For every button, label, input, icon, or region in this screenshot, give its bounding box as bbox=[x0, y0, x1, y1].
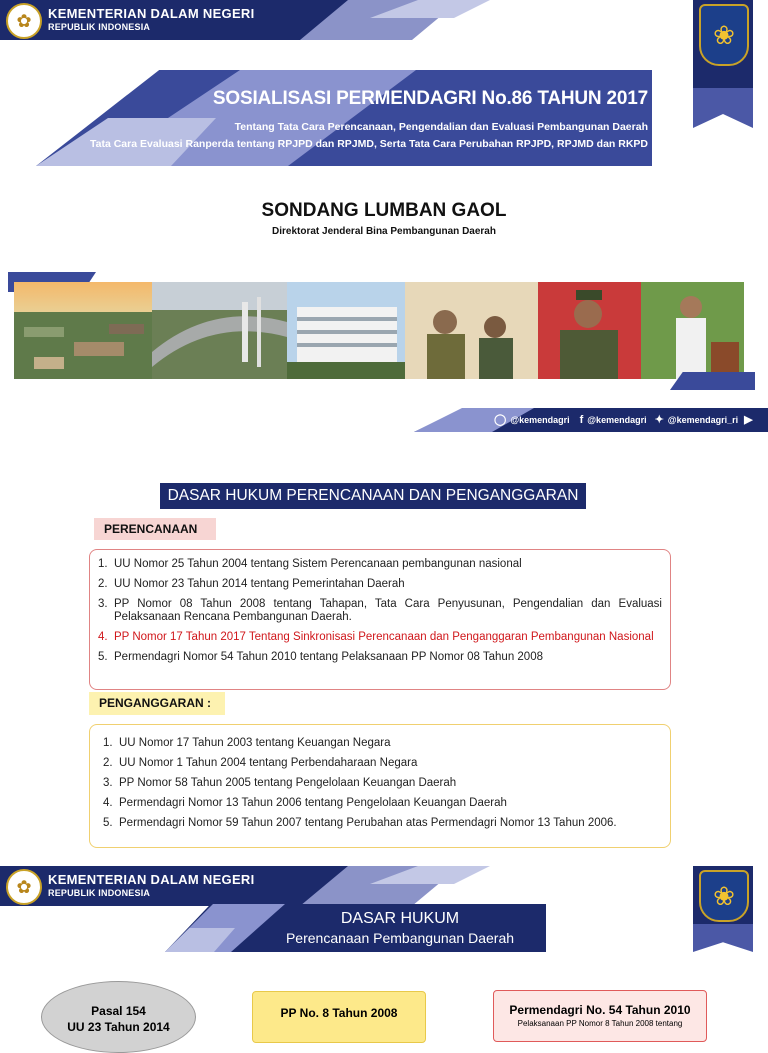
office-building-photo bbox=[287, 282, 405, 379]
node-line-2: UU 23 Tahun 2014 bbox=[67, 1020, 170, 1034]
list-item: 2. UU Nomor 23 Tahun 2014 tentang Pemerintahan Daerah bbox=[98, 578, 405, 590]
press-conference-photo bbox=[405, 282, 538, 379]
list-item: 3. PP Nomor 58 Tahun 2005 tentang Pengelolaan Keuangan Daerah bbox=[103, 777, 457, 789]
list-item: 2. UU Nomor 1 Tahun 2004 tentang Perbendaharaan Negara bbox=[103, 757, 418, 769]
pp-8-2008-card bbox=[252, 991, 426, 1043]
list-item: 5. Permendagri Nomor 54 Tahun 2010 tentang Pelaksanaan PP Nomor 08 Tahun 2008 bbox=[98, 651, 543, 663]
budgeting-label: PENGANGGARAN : bbox=[89, 692, 225, 715]
card-title: PP No. 8 Tahun 2008 bbox=[280, 1006, 398, 1020]
social-handles bbox=[494, 413, 753, 426]
country-name: REPUBLIK INDONESIA bbox=[48, 888, 151, 898]
planning-law-list bbox=[98, 558, 662, 664]
highway-photo bbox=[152, 282, 287, 379]
instagram-icon[interactable]: ◯ bbox=[494, 414, 507, 426]
permendagri-54-2010-card bbox=[493, 990, 707, 1042]
social-media-bar bbox=[414, 408, 768, 432]
list-item: 3. PP Nomor 08 Tahun 2008 tentang Tahapan, Tata Cara Penyusunan, Pengendalian dan Evaluasi Pelaksanaan Rencana Pembangunan Daerah. bbox=[98, 598, 662, 623]
planning-law-list-box bbox=[89, 549, 671, 690]
legal-basis-title: DASAR HUKUM PERENCANAAN DAN PENGANGGARAN bbox=[160, 483, 586, 509]
presentation-title: SOSIALISASI PERMENDAGRI No.86 TAHUN 2017 bbox=[212, 88, 648, 109]
garuda-emblem-icon: ✿ bbox=[6, 869, 42, 905]
city-aerial-photo bbox=[14, 282, 152, 379]
list-item: 1. UU Nomor 25 Tahun 2004 tentang Sistem Perencanaan pembangunan nasional bbox=[98, 558, 522, 570]
presentation-subtitle-2: Tata Cara Evaluasi Ranperda tentang RPJPD dan RPJMD, Serta Tata Cara Perubahan RPJPD, RPJMD dan RKPD bbox=[89, 138, 648, 150]
card-subtitle: Pelaksanaan PP Nomor 8 Tahun 2008 tentang bbox=[517, 1019, 683, 1028]
speaker-name: SONDANG LUMBAN GAOL bbox=[261, 200, 507, 221]
ministry-name bbox=[48, 6, 255, 32]
photo-strip bbox=[14, 282, 744, 379]
pasal-154-node bbox=[41, 981, 196, 1053]
banner-title: DASAR HUKUM bbox=[340, 910, 460, 927]
youtube-icon[interactable]: ▶ bbox=[744, 414, 753, 426]
kemendagri-shield-icon: ❀ bbox=[699, 4, 749, 66]
twitter-icon[interactable]: ✦ bbox=[654, 414, 664, 426]
budgeting-law-list bbox=[103, 737, 662, 830]
garuda-emblem-icon: ✿ bbox=[6, 3, 42, 39]
twitter-handle[interactable]: @kemendagri_ri bbox=[667, 414, 739, 425]
legal-basis-banner bbox=[165, 904, 546, 952]
planning-label: PERENCANAAN bbox=[94, 518, 216, 540]
photo-strip-accent-right bbox=[670, 372, 755, 390]
ministry-name bbox=[48, 872, 255, 898]
military-officer-photo bbox=[538, 282, 641, 379]
instagram-handle[interactable]: @kemendagri bbox=[510, 414, 570, 425]
ribbon-tail bbox=[693, 924, 753, 952]
card-title: Permendagri No. 54 Tahun 2010 bbox=[509, 1003, 691, 1017]
facebook-handle[interactable]: @kemendagri bbox=[587, 414, 647, 425]
list-item-highlighted: 4. PP Nomor 17 Tahun 2017 Tentang Sinkronisasi Perencanaan dan Penganggaran Pembangunan Nasional bbox=[98, 631, 654, 643]
list-item: 5. Permendagri Nomor 59 Tahun 2007 tentang Perubahan atas Permendagri Nomor 13 Tahun 2006. bbox=[103, 817, 617, 829]
official-speech-photo bbox=[641, 282, 744, 379]
list-item: 1. UU Nomor 17 Tahun 2003 tentang Keuangan Negara bbox=[103, 737, 391, 749]
speaker-department: Direktorat Jenderal Bina Pembangunan Daerah bbox=[272, 226, 496, 237]
country-name: REPUBLIK INDONESIA bbox=[48, 22, 151, 32]
budgeting-law-list-box bbox=[89, 724, 671, 848]
ministry-title: KEMENTERIAN DALAM NEGERI bbox=[48, 872, 255, 887]
presentation-subtitle-1: Tentang Tata Cara Perencanaan, Pengendalian dan Evaluasi Pembangunan Daerah bbox=[234, 121, 648, 133]
node-line-1: Pasal 154 bbox=[91, 1004, 146, 1018]
kemendagri-shield-icon: ❀ bbox=[699, 870, 749, 922]
list-item: 4. Permendagri Nomor 13 Tahun 2006 tentang Pengelolaan Keuangan Daerah bbox=[103, 797, 507, 809]
banner-subtitle: Perencanaan Pembangunan Daerah bbox=[285, 930, 515, 946]
facebook-icon[interactable]: f bbox=[579, 413, 584, 426]
ribbon-badge bbox=[693, 0, 753, 88]
ribbon-badge bbox=[693, 866, 753, 928]
ribbon-tail bbox=[693, 88, 753, 128]
title-banner bbox=[36, 70, 652, 166]
ministry-title: KEMENTERIAN DALAM NEGERI bbox=[48, 6, 255, 21]
